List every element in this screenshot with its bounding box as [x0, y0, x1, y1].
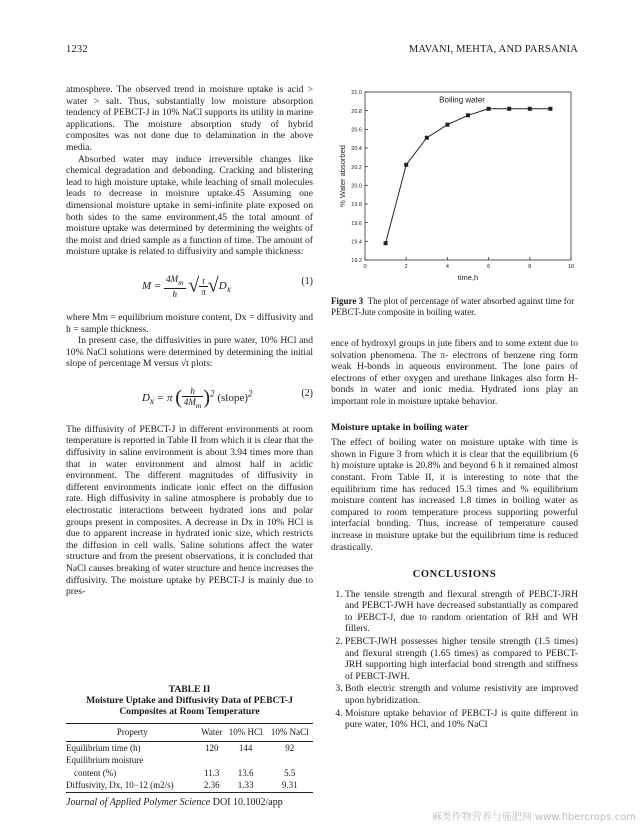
- series-line: [386, 109, 551, 243]
- table-grid: [66, 723, 313, 793]
- figure-caption-label: Figure 3: [331, 296, 364, 306]
- table-cell: 2.36: [199, 779, 225, 792]
- y-tick-label: 19.4: [351, 239, 362, 246]
- table-header-cell: 10% HCl: [225, 724, 267, 742]
- table-row: [66, 754, 313, 767]
- data-point: [487, 107, 491, 111]
- data-point: [548, 107, 552, 111]
- data-point: [507, 107, 511, 111]
- table-cell: 1.33: [225, 779, 267, 792]
- y-axis-label: % Water absorbed: [338, 145, 347, 207]
- watermark: 麻类作物营养与施肥网 www.fibercrops.com: [431, 812, 636, 823]
- left-column: [66, 84, 313, 598]
- x-axis-label: time,h: [457, 273, 479, 282]
- line-chart: [331, 84, 578, 290]
- table-title: [66, 684, 313, 717]
- equation-1: [66, 266, 313, 304]
- table-cell: Diffusivity, Dx, 10−12 (m2/s): [66, 779, 199, 792]
- legend-label: Boiling water: [439, 95, 485, 105]
- table-cell: [199, 754, 225, 767]
- x-tick-label: 10: [567, 264, 575, 270]
- journal-name: Journal of Applied Polymer Science: [66, 797, 211, 808]
- journal-footer: [66, 797, 283, 808]
- x-axis: [363, 257, 574, 270]
- y-tick-label: 20.0: [351, 183, 362, 190]
- table-cell: 5.5: [284, 767, 296, 778]
- data-point: [425, 136, 429, 140]
- table-header-cell: Water: [199, 724, 225, 742]
- table-header-cell: Property: [66, 724, 199, 742]
- left-paragraph-3: where Mm = equilibrium moisture content, Dx = diffusivity and h = sample thickness.: [66, 311, 313, 335]
- table-caption: Moisture Uptake and Diffusivity Data of PEBCT-J Composites at Room Temperature: [86, 695, 293, 717]
- data-point: [466, 113, 470, 117]
- y-tick-label: 21.0: [351, 90, 362, 97]
- table-number: TABLE II: [168, 684, 211, 695]
- left-paragraph-4: In present case, the diffusivities in pure water, 10% HCl and 10% NaCl solutions were determined by determining the initial slope of percentage M versus √t plots:: [66, 335, 313, 370]
- y-tick-label: 20.2: [351, 164, 362, 171]
- y-tick-label: 20.6: [351, 127, 362, 134]
- conclusion-item: 1. The tensile strength and flexural strength of PEBCT-JRH and PEBCT-JWH have decreased substantially as compared to PEBCT-J, due to random orientation of RH and WH fillers.: [345, 589, 578, 635]
- right-paragraph-2: The effect of boiling water on moisture uptake with time is shown in Figure 3 from which it is clear that the equilibrium (6 h) moisture uptake is 20.8% and beyond 6 h it remained almost constant. From Table II, it is interesting to note that the equilibrium time has reduced 15.3 times and % equilibrium moisture content has increased 1.8 times in boiling water as compared to room temperature process supporting powerful interfacial bonding. Thus, increase of temperature caused increase in moisture uptake but the equilibrium time is reduced drastically.: [331, 437, 578, 553]
- left-paragraph-5: The diffusivity of PEBCT-J in different environments at room temperature is reported in Table II from which it is clear that the diffusivity in saline environment is about 3.94 times more than that in water environment and almost half in acidic environment. The different magnitudes of diffusivity in different environments indicate ionic effect on the diffusion rate. High diffusivity in saline atmosphere is probably due to electrostatic interactions between hydrated ions and polar groups present in composites. A decrease in Dx in 10% HCl is due to apparent increase in hydrated ionic size, which restricts the diffusion in cell walls. Saline solutions affect the water structure and from the present observations, it is concluded that NaCl causes breaking of water structure and hence increases the diffusivity. The moisture uptake by PEBCT-J is mainly due to pres-: [66, 423, 313, 598]
- table-cell: 120: [204, 742, 219, 753]
- table-cell: 144: [238, 742, 253, 753]
- table-cell: 92: [285, 742, 295, 753]
- table-ii: [66, 684, 313, 793]
- table-cell: Equilibrium time (h): [66, 742, 141, 753]
- table-row: [66, 741, 313, 754]
- x-tick-label: 8: [528, 264, 532, 270]
- data-point: [404, 163, 408, 167]
- data-point: [445, 123, 449, 127]
- y-tick-label: 19.2: [351, 258, 362, 265]
- running-title: MAVANI, MEHTA, AND PARSANIA: [408, 44, 578, 55]
- right-column: [331, 338, 578, 732]
- table-cell: 9.31: [266, 779, 313, 792]
- table-cell: [225, 754, 267, 767]
- table-row: [66, 767, 313, 780]
- section-heading: Moisture uptake in boiling water: [331, 421, 469, 433]
- x-tick-label: 6: [487, 264, 491, 270]
- table-cell: [266, 754, 313, 767]
- equation-1-number: (1): [301, 275, 313, 287]
- table-cell: 13.6: [237, 767, 254, 778]
- table-header-cell: 10% NaCl: [266, 724, 313, 742]
- page-number: 1232: [66, 44, 88, 55]
- table-cell: content (%): [74, 767, 117, 778]
- data-point: [384, 241, 388, 245]
- equation-2: [66, 378, 313, 416]
- table-row: [66, 779, 313, 792]
- figure-caption-text: The plot of percentage of water absorbed against time for PEBCT-Jute composite in boiling water.: [331, 296, 575, 317]
- conclusion-item: 3. Both electric strength and volume resistivity are improved upon hybridization.: [345, 683, 578, 706]
- table-header-row: [66, 724, 313, 742]
- conclusions-list: [331, 589, 578, 731]
- doi: DOI 10.1002/app: [212, 797, 283, 808]
- left-paragraph-1: atmosphere. The observed trend in moisture uptake is acid > water > salt. Thus, substantially low moisture absorption tendency of PEBCT-J in 10% NaCl supports its utility in marine applications. The moisture absorption study of hybrid composites was not done due to delamination in the above media.: [66, 84, 313, 153]
- conclusions-heading: CONCLUSIONS: [412, 569, 497, 581]
- left-paragraph-2: Absorbed water may induce irreversible changes like chemical degradation and debonding. Cracking and blistering lead to high moisture uptake, while leaching of small molecules leads to decrease in moisture uptake.45 Assuming one dimensional moisture uptake in semi-infinite plate exposed on both sides to the same environment,45 the total amount of moisture uptake was determined by determining the weights of the moist and dried sample as a function of time. The amount of moisture uptake is related to diffusivity and sample thickness:: [66, 153, 313, 258]
- y-tick-label: 19.6: [351, 220, 362, 227]
- y-tick-label: 20.8: [351, 108, 362, 115]
- table-cell: Equilibrium moisture: [66, 755, 144, 765]
- y-tick-label: 20.4: [351, 146, 362, 153]
- series-markers: [384, 107, 553, 245]
- x-tick-label: 4: [445, 264, 449, 270]
- equation-2-body: $D_x = \pi$ ( $\frac{h}{4M_m}$ )$^2$ (slope)$^2$: [142, 385, 253, 410]
- data-point: [528, 107, 532, 111]
- x-tick-label: 0: [363, 264, 367, 270]
- x-tick-label: 2: [404, 264, 408, 270]
- equation-2-number: (2): [301, 387, 313, 399]
- equation-1-body: M = $\frac{4M_m}{h}$ √ $\frac{t}{\pi}$ $√D_x$: [142, 273, 231, 299]
- conclusion-item: 2. PEBCT-JWH possesses higher tensile strength (1.5 times) and flexural strength (1.65 times) as compared to PEBCT-JRH supporting high interfacial bond strength and stiffness of PEBCT-JWH.: [345, 636, 578, 682]
- right-paragraph-1: ence of hydroxyl groups in jute fibers and to some extent due to solvation phenomena. The π- electrons of benzene ring form weak H-bonds in aqueous environment. The lone pairs of electrons of ether oxygen and urethane linkages also form H-bonds in water and ionic media. Hydrated ions play an important role in moisture uptake behavior.: [331, 338, 578, 407]
- y-axis: [351, 90, 368, 264]
- table-cell: 11.3: [204, 767, 220, 778]
- y-tick-label: 19.8: [351, 202, 362, 209]
- conclusion-item: 4. Moisture uptake behavior of PEBCT-J is quite different in pure water, 10% HCl, and 10% NaCl: [345, 708, 578, 731]
- figure-caption: [331, 296, 578, 318]
- figure-3: [331, 84, 578, 290]
